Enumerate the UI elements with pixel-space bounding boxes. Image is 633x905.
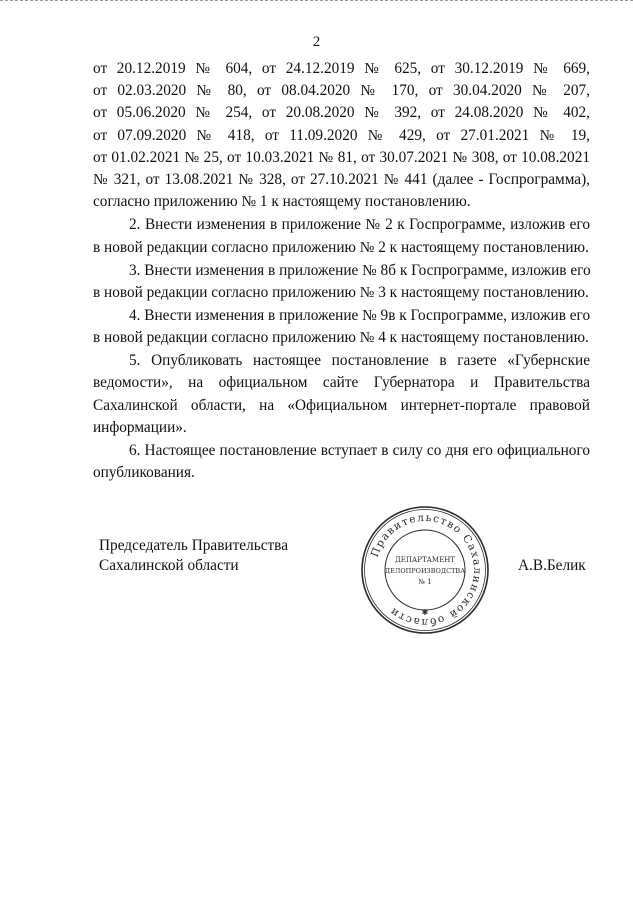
text-line: согласно приложению № 1 к настоящему постановлению. xyxy=(93,193,471,211)
text-line: от 02.03.2020 № 80, от 08.04.2020 № 170, от 30.04.2020 № 207, xyxy=(93,82,590,100)
text-line: от 05.06.2020 № 254, от 20.08.2020 № 392, от 24.08.2020 № 402, xyxy=(93,104,590,122)
position-line-2: Сахалинской области xyxy=(99,557,239,574)
text-line: 2. Внести изменения в приложение № 2 к Госпрограмме, изложив его xyxy=(129,216,590,234)
seal-outer-text: Правительство Сахалинской области xyxy=(368,511,484,629)
star-icon: ✱ xyxy=(421,608,429,617)
text-line: № 321, от 13.08.2021 № 328, от 27.10.2021 № 441 (далее - Госпрограмма), xyxy=(93,171,590,189)
official-seal-stamp xyxy=(359,504,491,636)
signer-name: А.В.Белик xyxy=(518,557,586,574)
paragraph-item-6 xyxy=(93,440,590,484)
paragraph-item-4 xyxy=(93,305,590,349)
document-body xyxy=(93,58,590,484)
text-line: в новой редакции согласно приложению № 2 к настоящему постановлению. xyxy=(93,238,589,256)
seal-inner-line-2: ДЕЛОПРОИЗВОДСТВА xyxy=(384,567,466,575)
text-line: в новой редакции согласно приложению № 3 к настоящему постановлению. xyxy=(93,283,589,301)
text-line: Сахалинской области, на «Официальном интернет-портале правовой xyxy=(93,396,590,414)
text-line: информации». xyxy=(93,418,187,436)
seal-graphic xyxy=(359,504,491,636)
page-top-edge xyxy=(0,0,633,4)
text-line: 6. Настоящее постановление вступает в силу со дня его официального xyxy=(129,441,590,459)
paragraph-1 xyxy=(93,58,590,213)
seal-inner-line-1: ДЕПАРТАМЕНТ xyxy=(395,556,455,564)
paragraph-item-2 xyxy=(93,214,590,258)
text-line: 3. Внести изменения в приложение № 8б к Госпрограмме, изложив его xyxy=(129,261,591,279)
seal-inner-line-3: № 1 xyxy=(418,578,432,586)
text-line: от 01.02.2021 № 25, от 10.03.2021 № 81, от 30.07.2021 № 308, от 10.08.2021 xyxy=(93,148,590,166)
text-line: 5. Опубликовать настоящее постановление в газете «Губернские xyxy=(129,352,590,370)
page-number: 2 xyxy=(312,34,321,50)
text-line: опубликования. xyxy=(93,464,195,482)
signatory-position xyxy=(99,536,288,576)
paragraph-item-5 xyxy=(93,350,590,439)
text-line: от 07.09.2020 № 418, от 11.09.2020 № 429, от 27.01.2021 № 19, xyxy=(93,126,590,144)
text-line: от 20.12.2019 № 604, от 24.12.2019 № 625, от 30.12.2019 № 669, xyxy=(93,60,590,77)
text-line: 4. Внести изменения в приложение № 9в к Госпрограмме, изложив его xyxy=(129,306,591,324)
paragraph-item-3 xyxy=(93,260,590,304)
text-line: ведомости», на официальном сайте Губернатора и Правительства xyxy=(93,374,590,392)
position-line-1: Председатель Правительства xyxy=(99,537,288,554)
text-line: в новой редакции согласно приложению № 4 к настоящему постановлению. xyxy=(93,329,589,347)
